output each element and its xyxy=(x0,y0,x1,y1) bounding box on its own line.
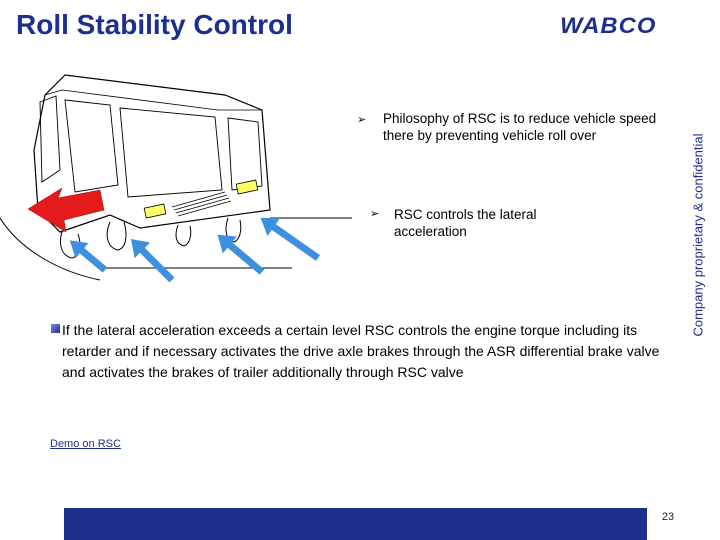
bus-wheel xyxy=(176,225,191,246)
bullet-lateral-acceleration: RSC controls the lateral acceleration xyxy=(394,207,537,239)
page-number: 23 xyxy=(661,511,675,523)
slide-title: Roll Stability Control xyxy=(16,9,293,40)
confidentiality-note-text: Company proprietary & confidential xyxy=(690,133,706,337)
bullet-arrowhead-icon: ➢ xyxy=(357,114,367,126)
footer-bar xyxy=(64,508,692,540)
wabco-logo: WABCO xyxy=(560,13,657,38)
confidentiality-note xyxy=(678,90,718,380)
rsc-description: If the lateral acceleration exceeds a certain level RSC controls the engine torque including its retarder and if necessary activates the drive axle brakes through the ASR differential brake valve and activates the brakes of trailer additionally through RSC valve xyxy=(62,322,660,380)
bullet-arrowhead-icon: ➢ xyxy=(370,208,380,220)
bus-rollover-illustration xyxy=(0,60,380,310)
demo-link[interactable]: Demo on RSC xyxy=(50,438,121,450)
bus-wheel xyxy=(107,222,126,250)
square-bullet-icon xyxy=(51,324,60,333)
bullet-philosophy: Philosophy of RSC is to reduce vehicle speed there by preventing vehicle roll over xyxy=(383,111,657,143)
